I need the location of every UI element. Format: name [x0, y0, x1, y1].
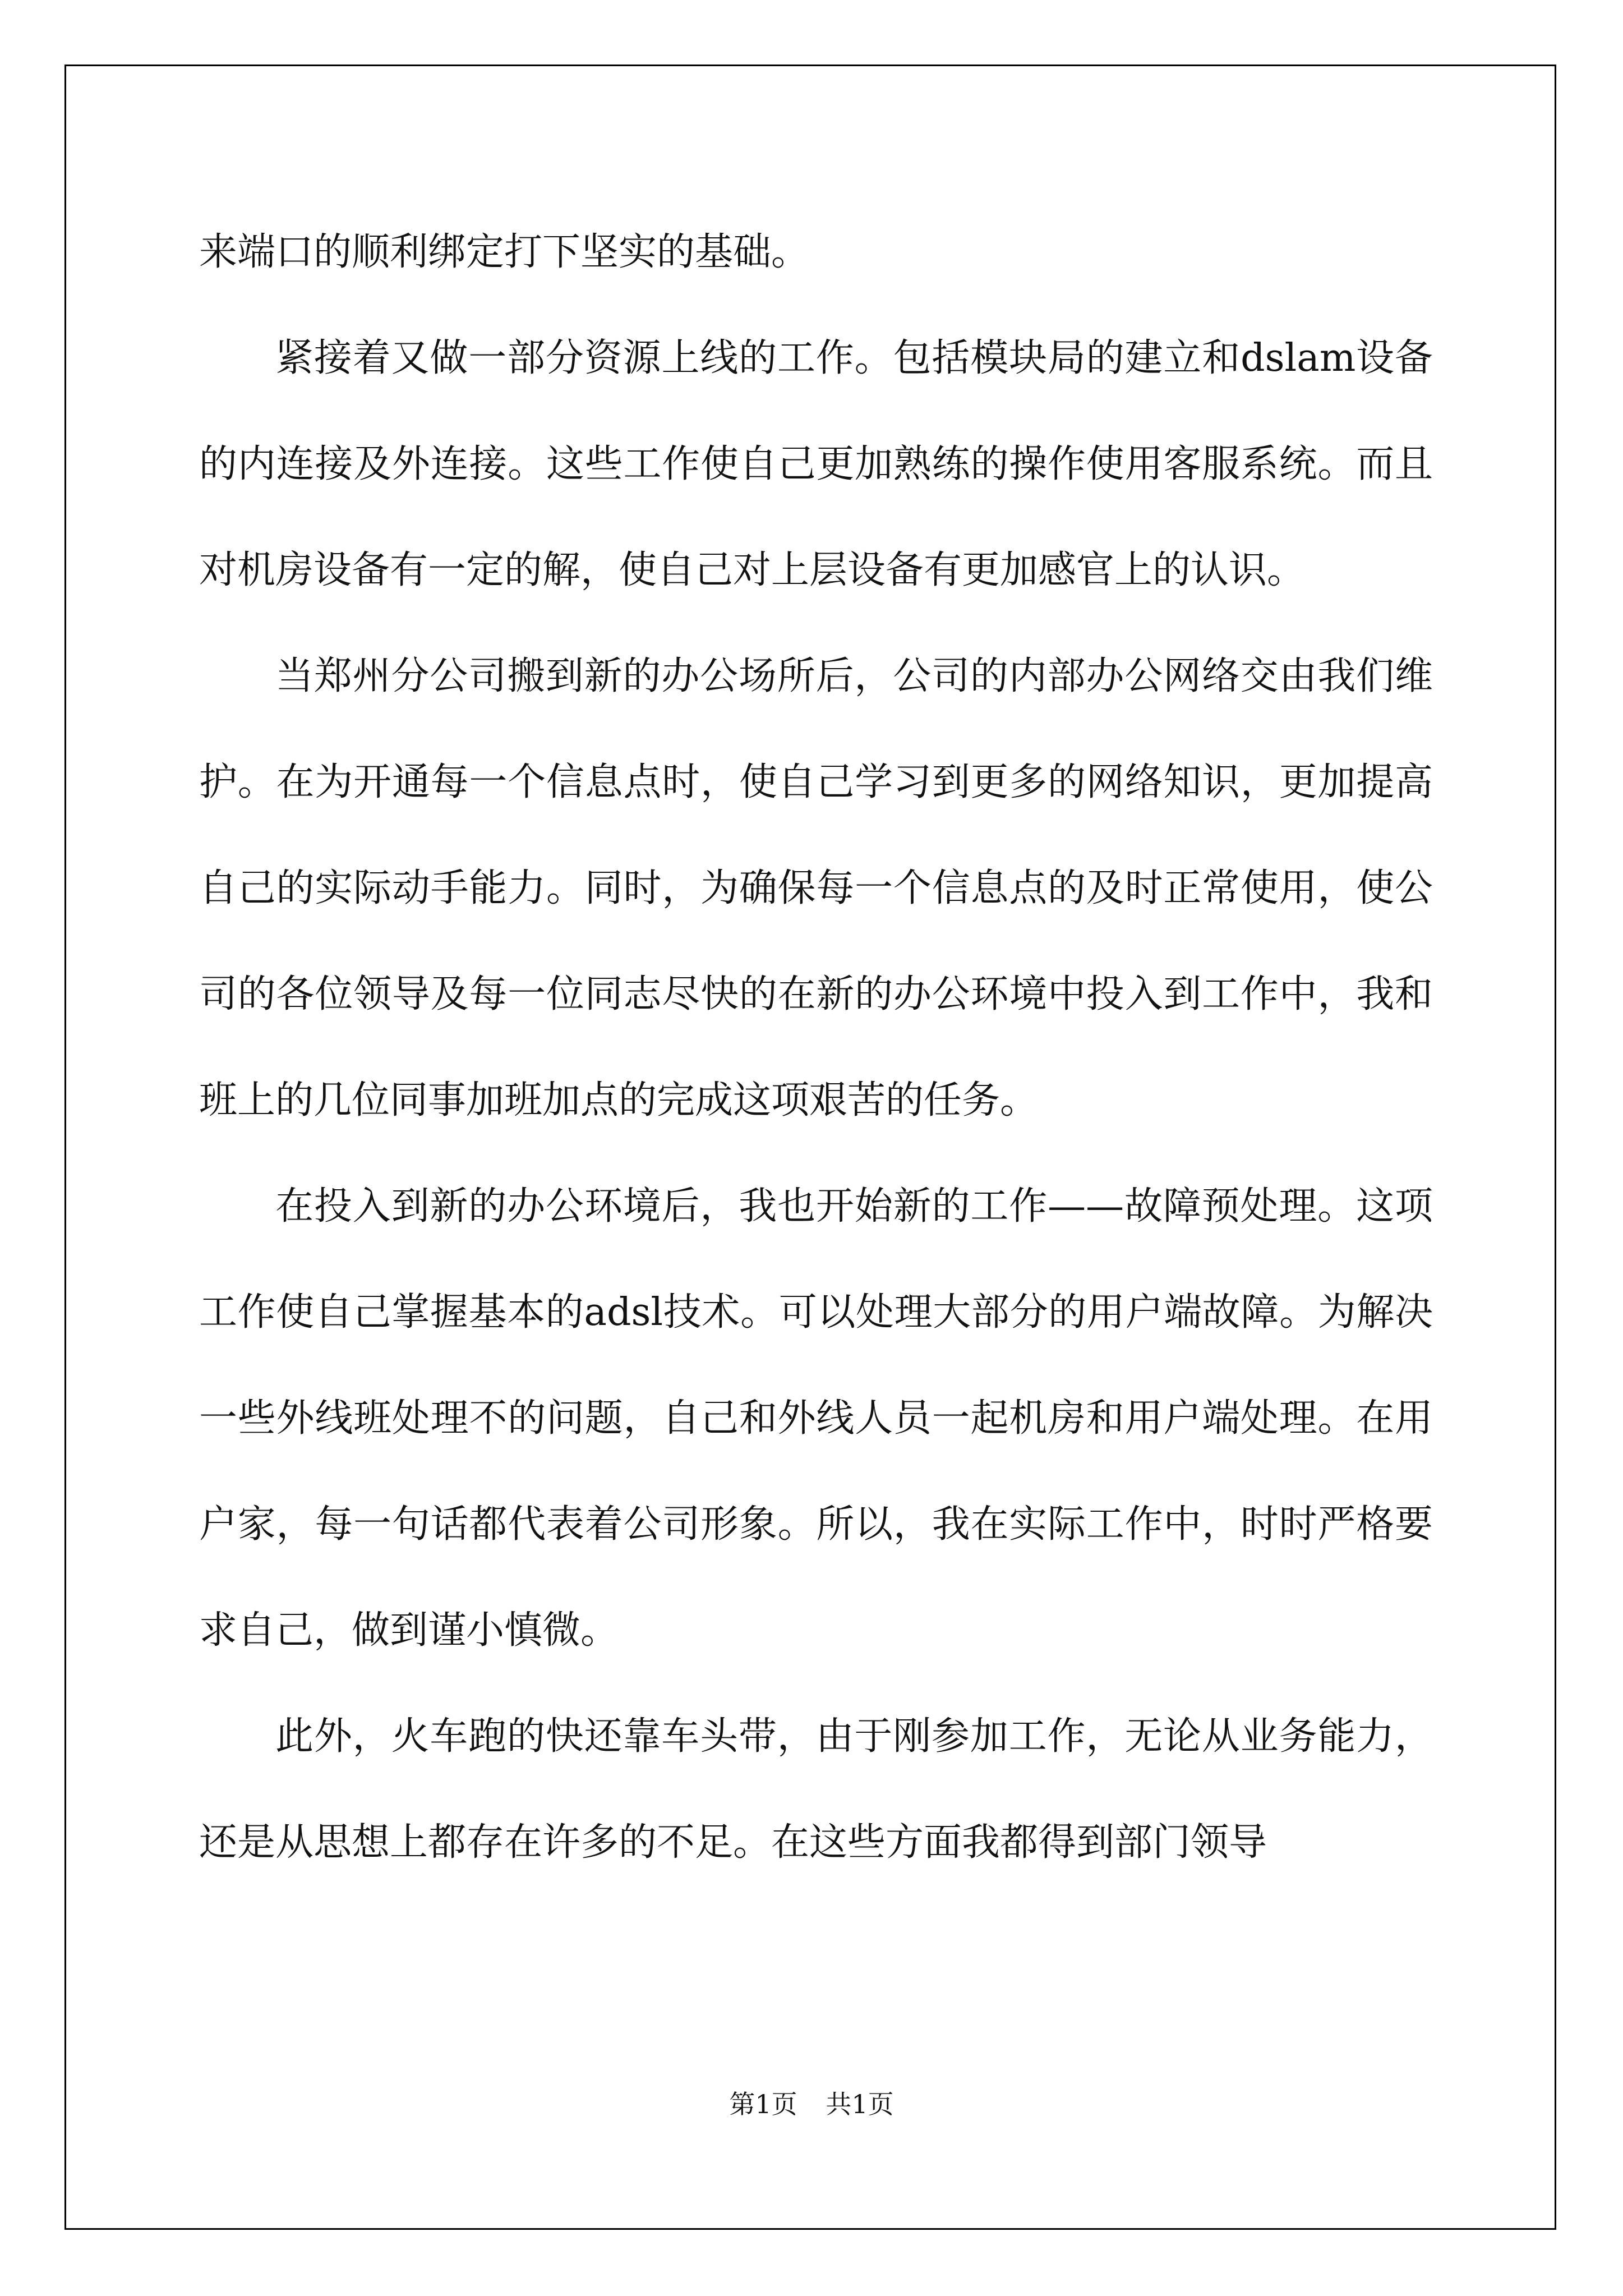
page-footer	[0, 2084, 1623, 2121]
document-body	[199, 199, 1433, 1895]
paragraph-2: 紧接着又做一部分资源上线的工作。包括模块局的建立和dslam设备的内连接及外连接。这些工作使自己更加熟练的操作使用客服系统。而且对机房设备有一定的解，使自己对上层设备有更加感官上的认识。	[199, 336, 1433, 592]
paragraph-4: 在投入到新的办公环境后，我也开始新的工作——故障预处理。这项工作使自己掌握基本的adsl技术。可以处理大部分的用户端故障。为解决一些外线班处理不的问题，自己和外线人员一起机房和用户端处理。在用户家，每一句话都代表着公司形象。所以，我在实际工作中，时时严格要求自己，做到谨小慎微。	[199, 1184, 1433, 1653]
page-number: 第1页	[729, 2089, 797, 2119]
page-total: 共1页	[826, 2089, 894, 2119]
paragraph-5: 此外，火车跑的快还靠车头带，由于刚参加工作，无论从业务能力，还是从思想上都存在许多的不足。在这些方面我都得到部门领导	[199, 1714, 1433, 1865]
paragraph-3: 当郑州分公司搬到新的办公场所后，公司的内部办公网络交由我们维护。在为开通每一个信息点时，使自己学习到更多的网络知识，更加提高自己的实际动手能力。同时，为确保每一个信息点的及时正常使用，使公司的各位领导及每一位同志尽快的在新的办公环境中投入到工作中，我和班上的几位同事加班加点的完成这项艰苦的任务。	[199, 654, 1433, 1122]
paragraph-1: 来端口的顺利绑定打下坚实的基础。	[199, 230, 810, 274]
